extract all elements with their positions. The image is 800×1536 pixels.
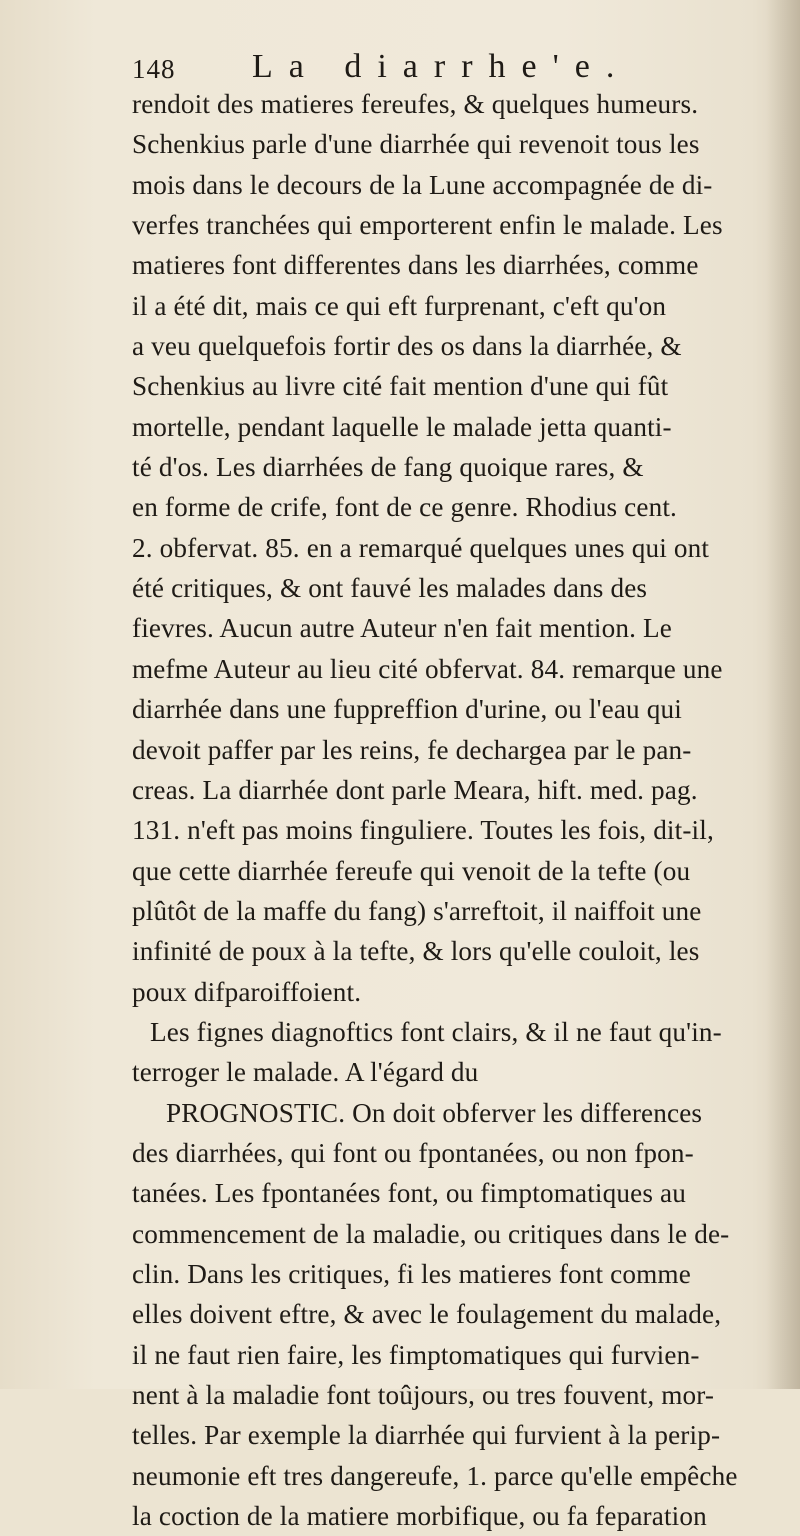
text-line: il a été dit, mais ce qui eft furprenant, c'eft qu'on: [132, 290, 667, 321]
text-line: 2. obfervat. 85. en a remarqué quelques unes qui ont: [132, 532, 710, 563]
text-line: tanées. Les fpontanées font, ou fimptomatiques au: [132, 1178, 686, 1209]
text-line: fievres. Aucun autre Auteur n'en fait mention. Le: [132, 613, 672, 644]
text-line: en forme de crife, font de ce genre. Rhodius cent.: [132, 492, 677, 523]
running-title: La diarrhe'e.: [252, 48, 631, 85]
text-line: mois dans le decours de la Lune accompagnée de di-: [132, 169, 713, 200]
section-heading-line: PROGNOSTIC. On doit obferver les differences: [166, 1097, 703, 1128]
text-line: il ne faut rien faire, les fimptomatiques qui furvien-: [132, 1339, 700, 1370]
text-line: été critiques, & ont fauvé les malades dans des: [132, 573, 648, 604]
text-line: commencement de la maladie, ou critiques dans le de-: [132, 1218, 730, 1249]
text-line: telles. Par exemple la diarrhée qui furvient à la perip-: [132, 1420, 721, 1451]
text-line: matieres font differentes dans les diarrhées, comme: [132, 250, 699, 281]
text-line: la coction de la matiere morbifique, ou fa feparation: [132, 1501, 707, 1532]
text-line: té d'os. Les diarrhées de fang quoique rares, &: [132, 452, 644, 483]
text-line: poux difparoiffoient.: [132, 976, 362, 1007]
text-line: a veu quelquefois fortir des os dans la diarrhée, &: [132, 331, 682, 362]
text-line: Schenkius au livre cité fait mention d'une qui fût: [132, 371, 669, 402]
text-line: rendoit des matieres fereufes, & quelques humeurs.: [132, 89, 699, 119]
text-line: creas. La diarrhée dont parle Meara, hift. med. pag.: [132, 774, 698, 805]
text-line: terroger le malade. A l'égard du: [132, 1057, 479, 1088]
text-line: neumonie eft tres dangereufe, 1. parce qu'elle empêche: [132, 1460, 738, 1491]
text-line: elles doivent eftre, & avec le foulagement du malade,: [132, 1299, 722, 1330]
text-line: mortelle, pendant laquelle le malade jetta quanti-: [132, 411, 672, 442]
text-line: Schenkius parle d'une diarrhée qui revenoit tous les: [132, 129, 700, 160]
text-line: plûtôt de la maffe du fang) s'arreftoit, il naiffoit une: [132, 895, 702, 926]
text-line: devoit paffer par les reins, fe dechargea par le pan-: [132, 734, 692, 765]
text-line: clin. Dans les critiques, fi les matieres font comme: [132, 1258, 691, 1289]
text-line: mefme Auteur au lieu cité obfervat. 84. remarque une: [132, 653, 723, 684]
text-line: 131. n'eft pas moins finguliere. Toutes les fois, dit-il,: [132, 815, 714, 846]
text-line: que cette diarrhée fereufe qui venoit de la tefte (ou: [132, 855, 691, 886]
paragraph-start-line: Les fignes diagnoftics font clairs, & il ne faut qu'in-: [150, 1016, 722, 1047]
page-number: 148: [132, 54, 176, 84]
text-line: infinité de poux à la tefte, & lors qu'elle couloit, les: [132, 936, 700, 967]
text-line: nent à la maladie font toûjours, ou tres fouvent, mor-: [132, 1380, 715, 1410]
text-line: des diarrhées, qui font ou fpontanées, ou non fpon-: [132, 1137, 694, 1168]
text-line: verfes tranchées qui emporterent enfin le malade. Les: [132, 210, 723, 241]
body-text: [132, 84, 788, 1536]
text-line: diarrhée dans une fuppreffion d'urine, ou l'eau qui: [132, 694, 682, 725]
